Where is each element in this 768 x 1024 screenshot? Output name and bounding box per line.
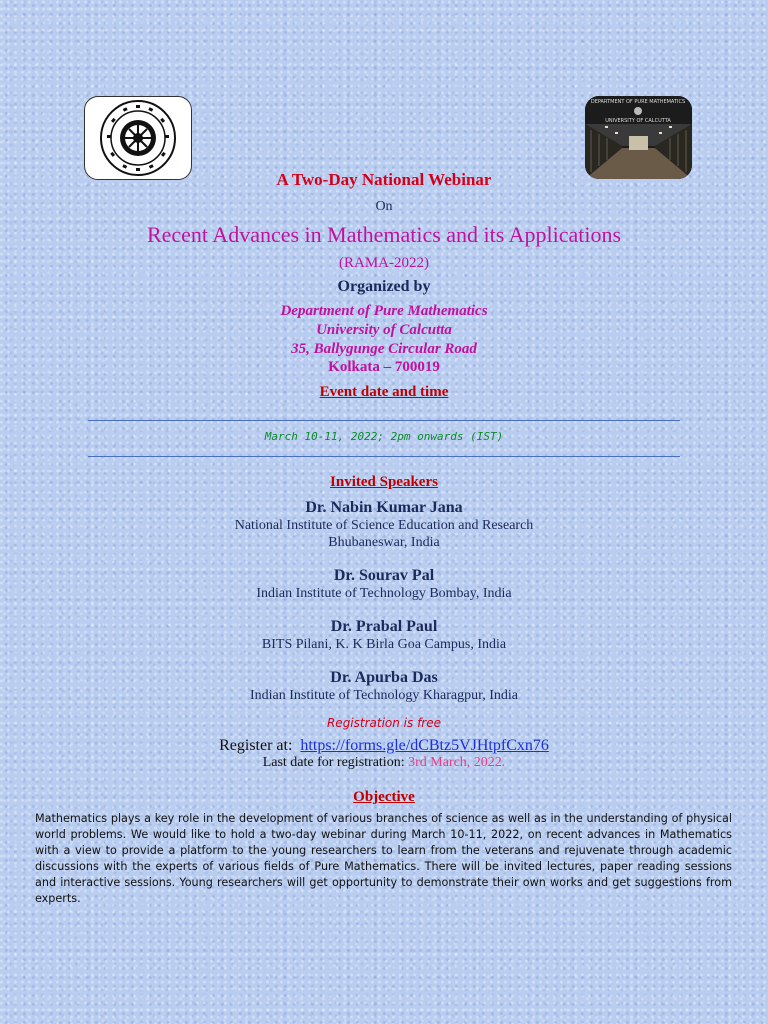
speaker-affiliation: BITS Pilani, K. K Birla Goa Campus, India [261,637,507,652]
corridor-photo-icon [585,96,692,179]
department-photo [585,96,692,179]
speaker-name: Dr. Nabin Kumar Jana [305,499,463,516]
last-date-value: 3rd March, 2022. [408,755,506,770]
register-label: Register at: [219,737,293,754]
photo-caption-bottom: UNIVERSITY OF CALCUTTA [605,118,671,124]
on-label: On [375,199,393,214]
photo-caption-top: DEPARTMENT OF PURE MATHEMATICS [590,99,686,105]
speaker-affiliation: National Institute of Science Education and Research [234,518,534,533]
divider-bottom [88,456,680,457]
event-datetime: March 10-11, 2022; 2pm onwards (IST) [264,430,504,443]
last-date-line [0,755,768,771]
speaker-affiliation: Indian Institute of Technology Kharagpur, India [249,688,519,703]
university-seal-logo [84,96,192,180]
objective-heading: Objective [353,789,415,805]
organized-by-label: Organized by [337,278,431,295]
registration-free-note: Registration is free [326,716,442,730]
divider-top [88,420,680,421]
speaker-name: Dr. Sourav Pal [333,567,435,584]
last-date-label: Last date for registration: [262,755,405,770]
invited-speakers-heading: Invited Speakers [330,474,438,490]
speaker-affiliation-location: Bhubaneswar, India [328,535,440,550]
event-date-heading: Event date and time [319,384,449,400]
speaker-affiliation: Indian Institute of Technology Bombay, India [256,586,512,601]
objective-paragraph: Mathematics plays a key role in the development of various branches of science as well as in the understanding of physical world problems. We would like to hold a two-day webinar during March 10-11, 2022, on recent advances in Mathematics with a view to provide a platform to the young researchers to learn from the veterans and rejuvenate through academic discussions with the experts of various fields of Pure Mathematics. There will be invited lectures, paper reading sessions and interactive sessions. Young researchers will get opportunity to demonstrate their own works and get suggestions from experts. [35,812,732,905]
organizer-university: University of Calcutta [316,322,452,338]
event-acronym: (RAMA-2022) [339,255,429,271]
speaker-name: Dr. Apurba Das [330,669,438,686]
registration-link[interactable]: https://forms.gle/dCBtz5VJHtpfCxn76 [300,737,549,754]
speaker-name: Dr. Prabal Paul [330,618,438,635]
organizer-city: Kolkata – 700019 [328,359,440,375]
event-title: Recent Advances in Mathematics and its Applications [146,222,622,247]
register-line [0,737,768,755]
university-seal-icon [99,99,177,177]
organizer-department: Department of Pure Mathematics [280,303,488,319]
webinar-type-heading: A Two-Day National Webinar [276,170,492,189]
organizer-address: 35, Ballygunge Circular Road [291,341,477,357]
